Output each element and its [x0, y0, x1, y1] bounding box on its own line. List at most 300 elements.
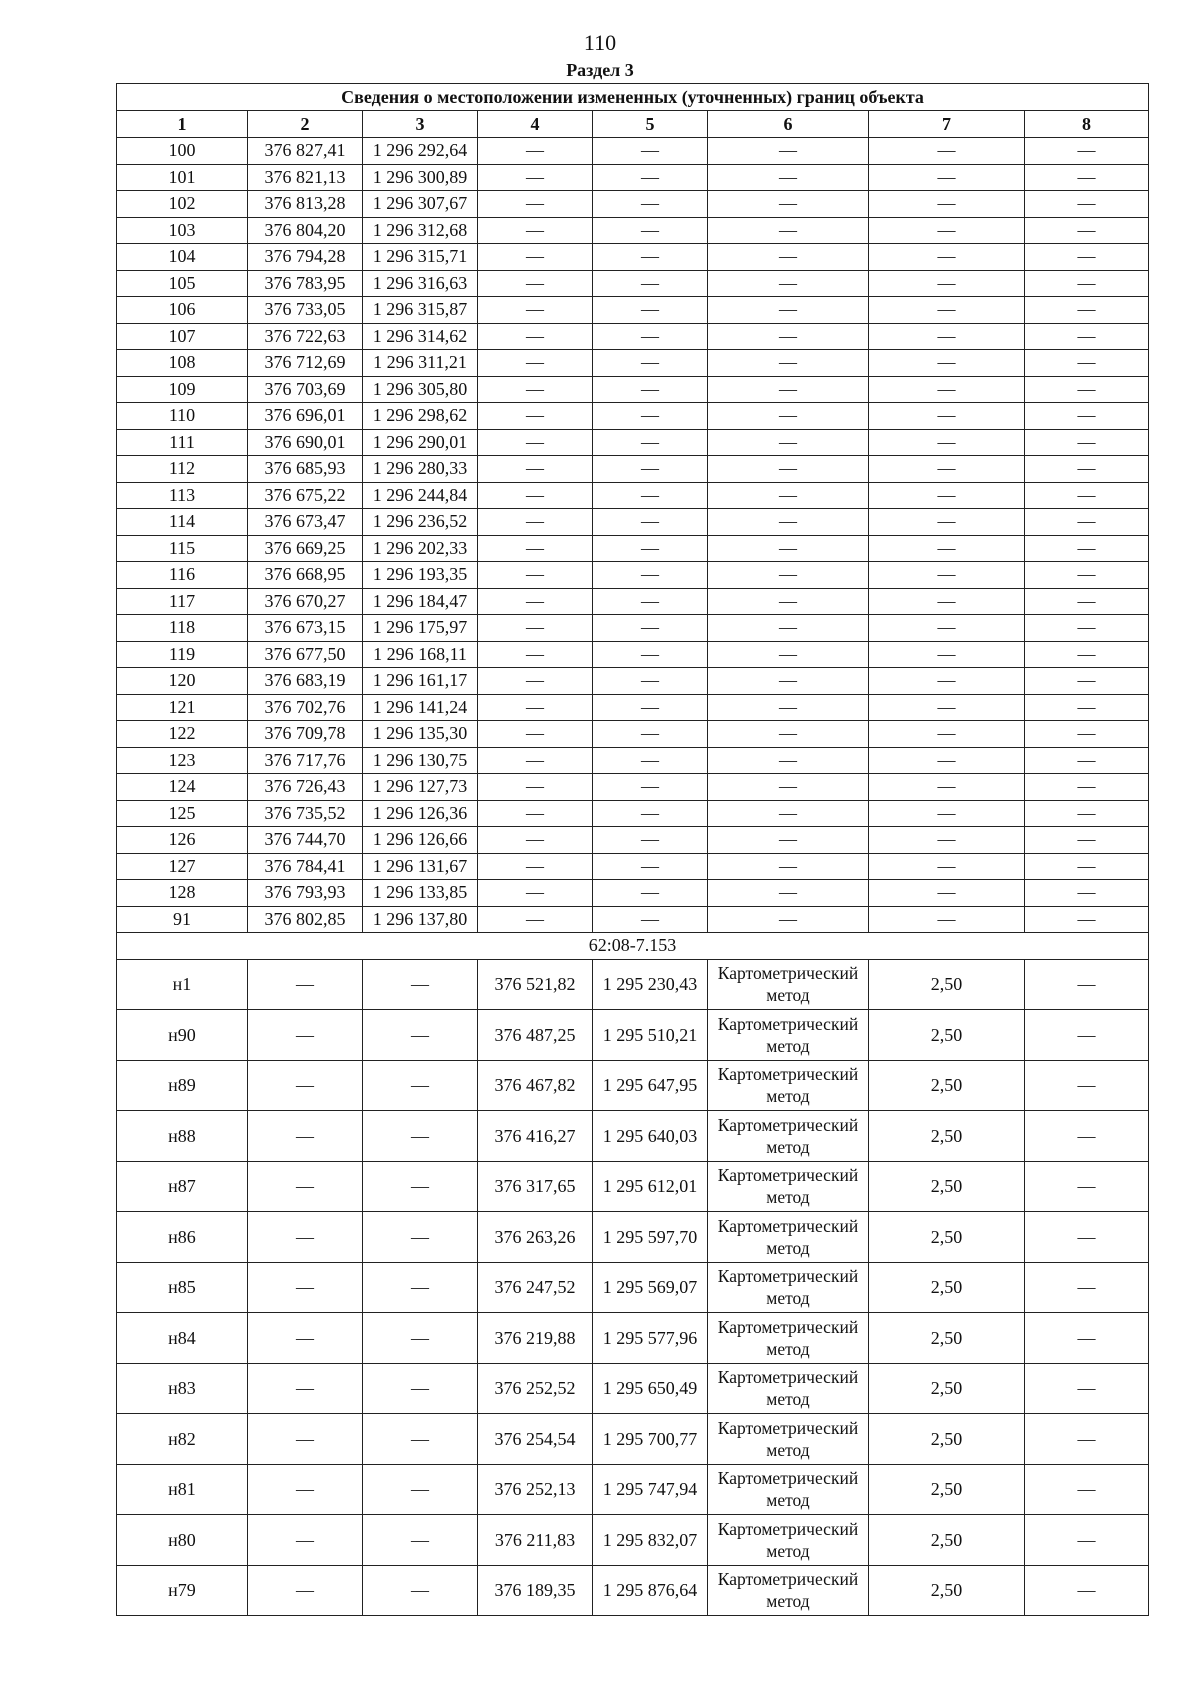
empty-cell-5: — [593, 721, 708, 748]
boundary-table [116, 83, 1149, 1616]
coord-y: 1 296 202,33 [363, 535, 478, 562]
empty-cell-4: — [478, 827, 593, 854]
empty-cell-6: — [708, 456, 869, 483]
empty-cell-4: — [478, 297, 593, 324]
empty-cell-7: — [869, 164, 1025, 191]
coord-y: 1 295 612,01 [593, 1161, 708, 1212]
empty-cell-6: — [708, 429, 869, 456]
coord-y: 1 295 647,95 [593, 1060, 708, 1111]
coord-y: 1 295 597,70 [593, 1212, 708, 1263]
empty-cell-5: — [593, 270, 708, 297]
coord-x: 376 722,63 [248, 323, 363, 350]
method: Картометрический метод [708, 1060, 869, 1111]
empty-cell-6: — [708, 880, 869, 907]
table-row [117, 403, 1149, 430]
coord-x: 376 696,01 [248, 403, 363, 430]
point-id: н83 [117, 1363, 248, 1414]
empty-cell-7: — [869, 376, 1025, 403]
empty-cell-8: — [1025, 1565, 1149, 1616]
empty-cell-3: — [363, 1262, 478, 1313]
method: Картометрический метод [708, 1111, 869, 1162]
coord-y: 1 296 244,84 [363, 482, 478, 509]
method: Картометрический метод [708, 1010, 869, 1061]
coord-x: 376 793,93 [248, 880, 363, 907]
column-header-3: 3 [363, 111, 478, 138]
coord-x: 376 685,93 [248, 456, 363, 483]
empty-cell-7: — [869, 323, 1025, 350]
empty-cell-7: — [869, 191, 1025, 218]
point-id: 124 [117, 774, 248, 801]
empty-cell-6: — [708, 906, 869, 933]
point-id: 91 [117, 906, 248, 933]
accuracy: 2,50 [869, 1464, 1025, 1515]
table-row [117, 1565, 1149, 1616]
coord-x: 376 683,19 [248, 668, 363, 695]
empty-cell-4: — [478, 376, 593, 403]
page-number: 110 [583, 30, 617, 55]
empty-cell-8: — [1025, 270, 1149, 297]
coord-y: 1 296 130,75 [363, 747, 478, 774]
table-row [117, 721, 1149, 748]
coord-y: 1 295 640,03 [593, 1111, 708, 1162]
coord-x: 376 247,52 [478, 1262, 593, 1313]
empty-cell-3: — [363, 1111, 478, 1162]
table-row [117, 1161, 1149, 1212]
empty-cell-7: — [869, 615, 1025, 642]
accuracy: 2,50 [869, 959, 1025, 1010]
coord-x: 376 252,52 [478, 1363, 593, 1414]
coord-y: 1 296 141,24 [363, 694, 478, 721]
empty-cell-8: — [1025, 376, 1149, 403]
table-row [117, 959, 1149, 1010]
empty-cell-3: — [363, 1060, 478, 1111]
accuracy: 2,50 [869, 1060, 1025, 1111]
coord-x: 376 813,28 [248, 191, 363, 218]
coord-y: 1 296 292,64 [363, 138, 478, 165]
empty-cell-6: — [708, 138, 869, 165]
empty-cell-5: — [593, 297, 708, 324]
empty-cell-8: — [1025, 1212, 1149, 1263]
point-id: 125 [117, 800, 248, 827]
coord-y: 1 296 307,67 [363, 191, 478, 218]
empty-cell-8: — [1025, 535, 1149, 562]
empty-cell-7: — [869, 350, 1025, 377]
empty-cell-7: — [869, 668, 1025, 695]
empty-cell-8: — [1025, 588, 1149, 615]
point-id: 106 [117, 297, 248, 324]
empty-cell-4: — [478, 853, 593, 880]
coord-x: 376 673,15 [248, 615, 363, 642]
coord-y: 1 296 312,68 [363, 217, 478, 244]
point-id: н80 [117, 1515, 248, 1566]
table-row [117, 1262, 1149, 1313]
empty-cell-8: — [1025, 456, 1149, 483]
coord-y: 1 296 300,89 [363, 164, 478, 191]
table-row [117, 747, 1149, 774]
method: Картометрический метод [708, 1565, 869, 1616]
coord-x: 376 487,25 [478, 1010, 593, 1061]
point-id: 110 [117, 403, 248, 430]
table-row [117, 535, 1149, 562]
empty-cell-5: — [593, 774, 708, 801]
point-id: 107 [117, 323, 248, 350]
coord-y: 1 296 126,66 [363, 827, 478, 854]
empty-cell-4: — [478, 323, 593, 350]
coord-x: 376 744,70 [248, 827, 363, 854]
empty-cell-8: — [1025, 1111, 1149, 1162]
coord-y: 1 296 161,17 [363, 668, 478, 695]
empty-cell-7: — [869, 270, 1025, 297]
point-id: н85 [117, 1262, 248, 1313]
accuracy: 2,50 [869, 1565, 1025, 1616]
coord-x: 376 669,25 [248, 535, 363, 562]
empty-cell-8: — [1025, 1464, 1149, 1515]
coord-y: 1 296 137,80 [363, 906, 478, 933]
empty-cell-8: — [1025, 403, 1149, 430]
coord-x: 376 794,28 [248, 244, 363, 271]
method: Картометрический метод [708, 1515, 869, 1566]
empty-cell-6: — [708, 191, 869, 218]
method: Картометрический метод [708, 1414, 869, 1465]
subsection-label: 62:08-7.153 [117, 933, 1149, 960]
accuracy: 2,50 [869, 1313, 1025, 1364]
empty-cell-3: — [363, 1363, 478, 1414]
table-row [117, 880, 1149, 907]
coord-y: 1 296 314,62 [363, 323, 478, 350]
empty-cell-7: — [869, 138, 1025, 165]
coord-x: 376 821,13 [248, 164, 363, 191]
empty-cell-7: — [869, 509, 1025, 536]
empty-cell-7: — [869, 297, 1025, 324]
coord-x: 376 252,13 [478, 1464, 593, 1515]
empty-cell-8: — [1025, 138, 1149, 165]
accuracy: 2,50 [869, 1010, 1025, 1061]
table-row [117, 1464, 1149, 1515]
empty-cell-8: — [1025, 562, 1149, 589]
method: Картометрический метод [708, 1161, 869, 1212]
empty-cell-7: — [869, 244, 1025, 271]
empty-cell-5: — [593, 694, 708, 721]
coord-y: 1 296 133,85 [363, 880, 478, 907]
empty-cell-2: — [248, 1111, 363, 1162]
empty-cell-4: — [478, 270, 593, 297]
point-id: 100 [117, 138, 248, 165]
empty-cell-5: — [593, 244, 708, 271]
accuracy: 2,50 [869, 1212, 1025, 1263]
empty-cell-6: — [708, 588, 869, 615]
empty-cell-6: — [708, 641, 869, 668]
coord-x: 376 702,76 [248, 694, 363, 721]
empty-cell-6: — [708, 509, 869, 536]
empty-cell-8: — [1025, 244, 1149, 271]
empty-cell-6: — [708, 482, 869, 509]
empty-cell-6: — [708, 323, 869, 350]
table-row [117, 1212, 1149, 1263]
empty-cell-8: — [1025, 509, 1149, 536]
empty-cell-3: — [363, 1565, 478, 1616]
empty-cell-6: — [708, 615, 869, 642]
empty-cell-6: — [708, 668, 869, 695]
empty-cell-5: — [593, 191, 708, 218]
empty-cell-8: — [1025, 800, 1149, 827]
point-id: н79 [117, 1565, 248, 1616]
table-row [117, 562, 1149, 589]
empty-cell-5: — [593, 827, 708, 854]
coord-x: 376 709,78 [248, 721, 363, 748]
table-row [117, 350, 1149, 377]
section-title: Раздел 3 [566, 60, 634, 80]
empty-cell-3: — [363, 1010, 478, 1061]
coord-x: 376 670,27 [248, 588, 363, 615]
point-id: 109 [117, 376, 248, 403]
empty-cell-4: — [478, 429, 593, 456]
empty-cell-6: — [708, 403, 869, 430]
point-id: н90 [117, 1010, 248, 1061]
coord-x: 376 802,85 [248, 906, 363, 933]
coord-y: 1 295 577,96 [593, 1313, 708, 1364]
point-id: 112 [117, 456, 248, 483]
empty-cell-4: — [478, 747, 593, 774]
empty-cell-6: — [708, 562, 869, 589]
empty-cell-3: — [363, 1414, 478, 1465]
column-header-4: 4 [478, 111, 593, 138]
coord-x: 376 211,83 [478, 1515, 593, 1566]
empty-cell-2: — [248, 1262, 363, 1313]
coord-x: 376 521,82 [478, 959, 593, 1010]
empty-cell-2: — [248, 1363, 363, 1414]
coord-x: 376 254,54 [478, 1414, 593, 1465]
table-row [117, 1111, 1149, 1162]
empty-cell-6: — [708, 270, 869, 297]
empty-cell-6: — [708, 800, 869, 827]
empty-cell-4: — [478, 774, 593, 801]
empty-cell-3: — [363, 1212, 478, 1263]
table-row [117, 694, 1149, 721]
empty-cell-7: — [869, 694, 1025, 721]
table-row [117, 641, 1149, 668]
empty-cell-8: — [1025, 1515, 1149, 1566]
empty-cell-8: — [1025, 880, 1149, 907]
empty-cell-2: — [248, 1212, 363, 1263]
table-row [117, 376, 1149, 403]
empty-cell-4: — [478, 403, 593, 430]
empty-cell-8: — [1025, 774, 1149, 801]
coord-y: 1 295 747,94 [593, 1464, 708, 1515]
coord-x: 376 263,26 [478, 1212, 593, 1263]
empty-cell-6: — [708, 376, 869, 403]
empty-cell-5: — [593, 747, 708, 774]
empty-cell-2: — [248, 1313, 363, 1364]
coord-x: 376 804,20 [248, 217, 363, 244]
empty-cell-4: — [478, 562, 593, 589]
column-header-6: 6 [708, 111, 869, 138]
empty-cell-4: — [478, 350, 593, 377]
coord-y: 1 296 305,80 [363, 376, 478, 403]
coord-x: 376 416,27 [478, 1111, 593, 1162]
coord-y: 1 296 315,71 [363, 244, 478, 271]
method: Картометрический метод [708, 1262, 869, 1313]
point-id: н84 [117, 1313, 248, 1364]
empty-cell-8: — [1025, 959, 1149, 1010]
accuracy: 2,50 [869, 1515, 1025, 1566]
method: Картометрический метод [708, 1212, 869, 1263]
empty-cell-2: — [248, 959, 363, 1010]
empty-cell-3: — [363, 1313, 478, 1364]
point-id: 117 [117, 588, 248, 615]
point-id: 127 [117, 853, 248, 880]
coord-y: 1 295 510,21 [593, 1010, 708, 1061]
empty-cell-2: — [248, 1464, 363, 1515]
empty-cell-3: — [363, 1161, 478, 1212]
empty-cell-2: — [248, 1414, 363, 1465]
coord-x: 376 726,43 [248, 774, 363, 801]
point-id: 119 [117, 641, 248, 668]
table-row [117, 482, 1149, 509]
empty-cell-5: — [593, 482, 708, 509]
table-row [117, 1313, 1149, 1364]
method: Картометрический метод [708, 1464, 869, 1515]
empty-cell-2: — [248, 1565, 363, 1616]
coord-x: 376 317,65 [478, 1161, 593, 1212]
coord-x: 376 712,69 [248, 350, 363, 377]
method: Картометрический метод [708, 959, 869, 1010]
coord-y: 1 296 127,73 [363, 774, 478, 801]
empty-cell-6: — [708, 694, 869, 721]
coord-y: 1 296 126,36 [363, 800, 478, 827]
table-title-row [117, 84, 1149, 111]
empty-cell-5: — [593, 403, 708, 430]
empty-cell-7: — [869, 429, 1025, 456]
empty-cell-6: — [708, 535, 869, 562]
empty-cell-7: — [869, 403, 1025, 430]
table-row [117, 800, 1149, 827]
empty-cell-6: — [708, 747, 869, 774]
empty-cell-5: — [593, 456, 708, 483]
empty-cell-8: — [1025, 1313, 1149, 1364]
empty-cell-4: — [478, 641, 593, 668]
point-id: н86 [117, 1212, 248, 1263]
table-row [117, 1515, 1149, 1566]
point-id: 123 [117, 747, 248, 774]
coord-x: 376 189,35 [478, 1565, 593, 1616]
point-id: 122 [117, 721, 248, 748]
empty-cell-7: — [869, 641, 1025, 668]
coord-y: 1 296 236,52 [363, 509, 478, 536]
coord-y: 1 296 298,62 [363, 403, 478, 430]
point-id: н88 [117, 1111, 248, 1162]
point-id: 102 [117, 191, 248, 218]
point-id: н87 [117, 1161, 248, 1212]
empty-cell-6: — [708, 853, 869, 880]
empty-cell-8: — [1025, 217, 1149, 244]
empty-cell-5: — [593, 880, 708, 907]
table-row [117, 164, 1149, 191]
empty-cell-2: — [248, 1161, 363, 1212]
empty-cell-7: — [869, 721, 1025, 748]
empty-cell-5: — [593, 138, 708, 165]
coord-y: 1 295 876,64 [593, 1565, 708, 1616]
empty-cell-7: — [869, 482, 1025, 509]
empty-cell-5: — [593, 217, 708, 244]
empty-cell-4: — [478, 880, 593, 907]
coord-y: 1 296 175,97 [363, 615, 478, 642]
table-row [117, 429, 1149, 456]
accuracy: 2,50 [869, 1363, 1025, 1414]
point-id: 115 [117, 535, 248, 562]
column-header-2: 2 [248, 111, 363, 138]
coord-y: 1 295 700,77 [593, 1414, 708, 1465]
empty-cell-8: — [1025, 297, 1149, 324]
coord-y: 1 295 650,49 [593, 1363, 708, 1414]
empty-cell-7: — [869, 217, 1025, 244]
coord-y: 1 295 832,07 [593, 1515, 708, 1566]
point-id: н82 [117, 1414, 248, 1465]
table-row [117, 217, 1149, 244]
empty-cell-6: — [708, 827, 869, 854]
empty-cell-8: — [1025, 641, 1149, 668]
empty-cell-8: — [1025, 694, 1149, 721]
empty-cell-7: — [869, 827, 1025, 854]
table-row [117, 668, 1149, 695]
empty-cell-8: — [1025, 191, 1149, 218]
empty-cell-7: — [869, 535, 1025, 562]
empty-cell-4: — [478, 800, 593, 827]
empty-cell-5: — [593, 615, 708, 642]
empty-cell-8: — [1025, 1161, 1149, 1212]
empty-cell-5: — [593, 906, 708, 933]
coord-x: 376 677,50 [248, 641, 363, 668]
empty-cell-8: — [1025, 350, 1149, 377]
point-id: 121 [117, 694, 248, 721]
point-id: 116 [117, 562, 248, 589]
empty-cell-4: — [478, 164, 593, 191]
empty-cell-7: — [869, 456, 1025, 483]
empty-cell-7: — [869, 880, 1025, 907]
point-id: 126 [117, 827, 248, 854]
empty-cell-4: — [478, 615, 593, 642]
accuracy: 2,50 [869, 1414, 1025, 1465]
subsection-row [117, 933, 1149, 960]
empty-cell-4: — [478, 694, 593, 721]
coord-x: 376 690,01 [248, 429, 363, 456]
table-row [117, 615, 1149, 642]
empty-cell-4: — [478, 138, 593, 165]
point-id: 128 [117, 880, 248, 907]
accuracy: 2,50 [869, 1262, 1025, 1313]
empty-cell-5: — [593, 509, 708, 536]
empty-cell-8: — [1025, 906, 1149, 933]
coord-x: 376 219,88 [478, 1313, 593, 1364]
coord-y: 1 296 280,33 [363, 456, 478, 483]
table-row [117, 588, 1149, 615]
empty-cell-8: — [1025, 1262, 1149, 1313]
point-id: 114 [117, 509, 248, 536]
table-row [117, 138, 1149, 165]
empty-cell-6: — [708, 244, 869, 271]
table-row [117, 774, 1149, 801]
table-title: Сведения о местоположении измененных (уточненных) границ объекта [117, 84, 1149, 111]
coord-x: 376 675,22 [248, 482, 363, 509]
coord-x: 376 733,05 [248, 297, 363, 324]
table-row [117, 297, 1149, 324]
empty-cell-4: — [478, 588, 593, 615]
coord-x: 376 735,52 [248, 800, 363, 827]
empty-cell-8: — [1025, 615, 1149, 642]
table-row [117, 906, 1149, 933]
coord-y: 1 296 193,35 [363, 562, 478, 589]
empty-cell-5: — [593, 800, 708, 827]
column-header-7: 7 [869, 111, 1025, 138]
